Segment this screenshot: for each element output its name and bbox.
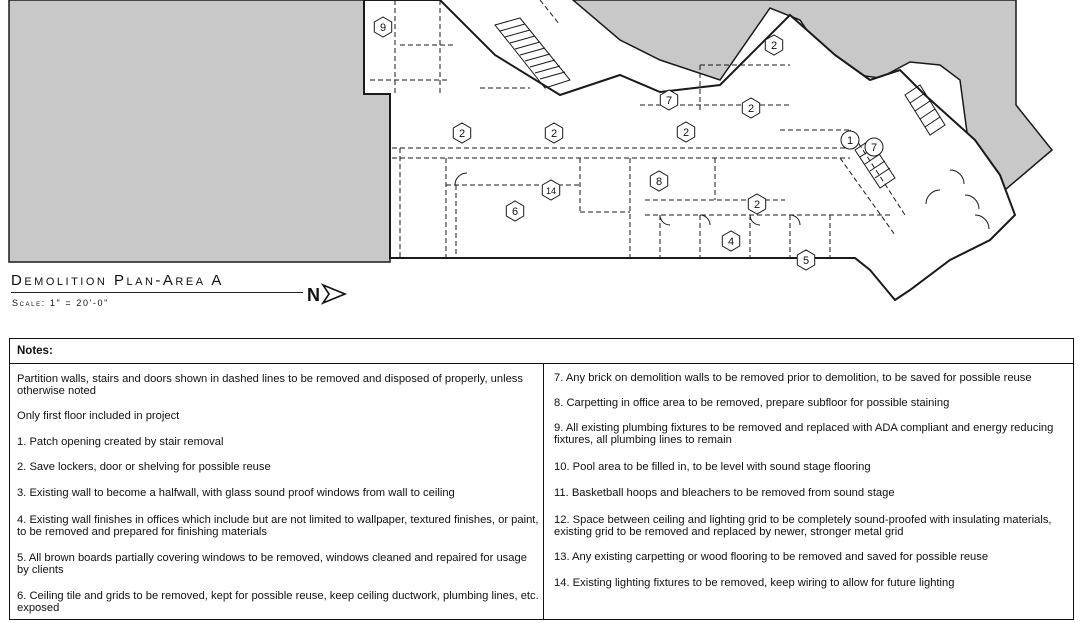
- keynote-tag-8: [650, 171, 667, 191]
- keynote-tag-1: [841, 131, 859, 149]
- note-5: 5. All brown boards partially covering windows to be removed, windows cleaned and repaired for usage by clients: [17, 552, 527, 577]
- keynote-tag-label: 1: [846, 135, 854, 147]
- keynote-tag-2: [453, 123, 470, 143]
- keynote-tag-label: 7: [870, 142, 878, 154]
- notes-table: [9, 338, 1074, 620]
- note-9: 9. All existing plumbing fixtures to be removed and replaced with ADA compliant and energy reducing fixtures, all plumbing lines to remain: [554, 422, 1054, 447]
- keynote-tag-2: [677, 122, 694, 142]
- keynote-tag-label: 8: [655, 176, 663, 188]
- keynote-tag-label: 7: [665, 95, 673, 107]
- note-14: 14. Existing lighting fixtures to be removed, keep wiring to allow for future lighting: [554, 577, 955, 589]
- note-10: 10. Pool area to be filled in, to be level with sound stage flooring: [554, 461, 871, 473]
- keynote-tag-label: 2: [753, 199, 761, 211]
- keynote-tag-label: 6: [511, 206, 519, 218]
- keynote-tag-label: 2: [770, 40, 778, 52]
- keynote-tag-2: [545, 123, 562, 143]
- note-8: 8. Carpetting in office area to be removed, prepare subfloor for possible staining: [554, 397, 950, 409]
- keynote-tag-9: [374, 17, 391, 37]
- note-12: 12. Space between ceiling and lighting grid to be completely sound-proofed with insulating materials, existing grid to be removed and replaced by newer, stronger metal grid: [554, 514, 1052, 539]
- keynote-tag-7: [660, 90, 677, 110]
- keynote-tag-label: 2: [747, 103, 755, 115]
- note-6: 6. Ceiling tile and grids to be removed, kept for possible reuse, keep ceiling ductwork, plumbing lines, etc. exposed: [17, 590, 539, 615]
- north-arrow-label: N: [307, 285, 320, 305]
- notes-header: [10, 339, 1073, 364]
- keynote-tag-5: [797, 250, 814, 270]
- note-first-floor: Only first floor included in project: [17, 410, 180, 422]
- keynote-tag-2: [765, 35, 782, 55]
- title-underline: [11, 292, 303, 293]
- note-3: 3. Existing wall to become a halfwall, with glass sound proof windows from wall to ceiling: [17, 487, 455, 499]
- notes-heading: Notes:: [17, 345, 53, 357]
- keynote-tag-label: 2: [682, 127, 690, 139]
- keynote-tag-label: 2: [550, 128, 558, 140]
- keynote-tag-14: [542, 180, 559, 200]
- keynote-tag-7: [865, 138, 883, 156]
- note-13: 13. Any existing carpetting or wood flooring to be removed and saved for possible reuse: [554, 551, 989, 563]
- note-partition-walls: Partition walls, stairs and doors shown in dashed lines to be removed and disposed of properly, unless otherwise noted: [17, 373, 523, 398]
- note-7: 7. Any brick on demolition walls to be removed prior to demolition, to be saved for possible reuse: [554, 372, 1032, 384]
- keynote-tag-4: [722, 231, 739, 251]
- note-1: 1. Patch opening created by stair removal: [17, 436, 224, 448]
- keynote-tag-label: 4: [727, 236, 735, 248]
- plan-title: Demolition Plan-Area A: [11, 272, 224, 289]
- keynote-tag-6: [506, 201, 523, 221]
- keynote-tag-label: 5: [802, 255, 810, 267]
- keynote-tag-label: 2: [458, 128, 466, 140]
- keynote-tag-label: 14: [545, 186, 557, 196]
- north-arrow-icon: [307, 283, 349, 305]
- note-2: 2. Save lockers, door or shelving for possible reuse: [17, 461, 271, 473]
- note-11: 11. Basketball hoops and bleachers to be removed from sound stage: [554, 487, 895, 499]
- keynote-tag-2: [748, 194, 765, 214]
- keynote-tag-label: 9: [379, 22, 387, 34]
- plan-scale: Scale: 1" = 20'-0": [12, 298, 109, 308]
- keynote-tag-2: [742, 98, 759, 118]
- column-divider: [543, 363, 544, 619]
- note-4: 4. Existing wall finishes in offices which include but are not limited to wallpaper, textured finishes, or paint, to be removed and prepared for finishing materials: [17, 514, 539, 539]
